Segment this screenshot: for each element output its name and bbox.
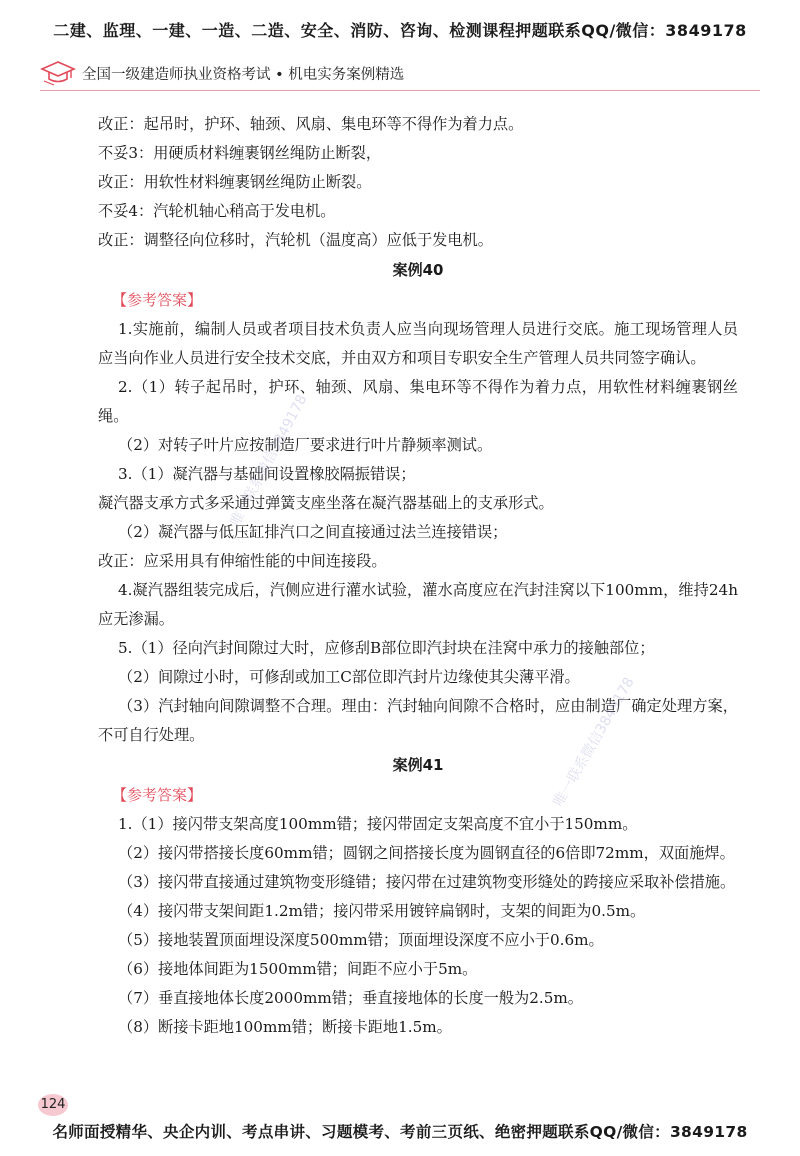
page-header xyxy=(40,58,760,88)
answer-paragraph: （2）间隙过小时，可修刮或加工C部位即汽封片边缘使其尖薄平滑。 xyxy=(118,668,580,686)
answer-paragraph: 3.（1）凝汽器与基础间设置橡胶隔振错误； xyxy=(118,465,416,483)
main-content xyxy=(98,110,738,1042)
text-line: 改正：调整径向位移时，汽轮机（温度高）应低于发电机。 xyxy=(98,231,493,249)
case-41-title: 案例41 xyxy=(392,756,444,774)
answer-paragraph: （6）接地体间距为1500mm错；间距不应小于5m。 xyxy=(118,960,478,978)
answer-paragraph: （8）断接卡距地100mm错；断接卡距地1.5m。 xyxy=(118,1018,452,1036)
answer-paragraph: 1.（1）接闪带支架高度100mm错；接闪带固定支架高度不宜小于150mm。 xyxy=(118,815,638,833)
answer-paragraph: 凝汽器支承方式多采通过弹簧支座坐落在凝汽器基础上的支承形式。 xyxy=(98,494,554,512)
watermark: 唯一联系微信3849178 xyxy=(550,674,638,810)
answer-paragraph: （3）汽封轴向间隙调整不合理。理由：汽封轴向间隙不合格时，应由制造厂确定处理方案，不可自行处理。 xyxy=(98,697,738,744)
answer-paragraph: （2）对转子叶片应按制造厂要求进行叶片静频率测试。 xyxy=(118,436,493,454)
answer-paragraph: 改正：应采用具有伸缩性能的中间连接段。 xyxy=(98,552,387,570)
header-rule xyxy=(40,90,760,91)
case-40-title: 案例40 xyxy=(392,261,444,279)
text-line: 改正：起吊时，护环、轴颈、风扇、集电环等不得作为着力点。 xyxy=(98,115,524,133)
answer-paragraph: （3）接闪带直接通过建筑物变形缝错；接闪带在过建筑物变形缝处的跨接应采取补偿措施。 xyxy=(118,873,736,891)
series-title: 全国一级建造师执业资格考试 • 机电实务案例精选 xyxy=(82,66,405,83)
answer-paragraph: （2）凝汽器与低压缸排汽口之间直接通过法兰连接错误； xyxy=(118,523,508,541)
answer-paragraph: 2.（1）转子起吊时，护环、轴颈、风扇、集电环等不得作为着力点，用软性材料缠裹钢丝绳。 xyxy=(98,378,738,425)
text-line: 不妥4：汽轮机轴心稍高于发电机。 xyxy=(98,202,336,220)
answer-paragraph: （4）接闪带支架间距1.2m错；接闪带采用镀锌扁钢时，支架的间距为0.5m。 xyxy=(118,902,646,920)
text-line: 改正：用软性材料缠裹钢丝绳防止断裂。 xyxy=(98,173,372,191)
text-line: 不妥3：用硬质材料缠裹钢丝绳防止断裂， xyxy=(98,144,382,162)
bottom-banner: 名师面授精华、央企内训、考点串讲、习题模考、考前三页纸、绝密押题联系QQ/微信：3849178 xyxy=(52,1123,748,1141)
answer-paragraph: 5.（1）径向汽封间隙过大时，应修刮B部位即汽封块在洼窝中承力的接触部位； xyxy=(118,639,655,657)
answer-paragraph: （7）垂直接地体长度2000mm错；垂直接地体的长度一般为2.5m。 xyxy=(118,989,583,1007)
watermark: 唯一联系微信3849178 xyxy=(227,392,311,529)
reference-answer-label: 【参考答案】 xyxy=(112,291,203,309)
graduation-cap-icon xyxy=(40,59,76,87)
answer-paragraph: 4.凝汽器组装完成后，汽侧应进行灌水试验，灌水高度应在汽封洼窝以下100mm，维持24h应无渗漏。 xyxy=(98,581,738,628)
reference-answer-label: 【参考答案】 xyxy=(112,786,203,804)
answer-paragraph: （5）接地装置顶面埋设深度500mm错；顶面埋设深度不应小于0.6m。 xyxy=(118,931,604,949)
top-banner: 二建、监理、一建、一造、二造、安全、消防、咨询、检测课程押题联系QQ/微信：3849178 xyxy=(53,21,747,40)
answer-paragraph: （2）接闪带搭接长度60mm错；圆钢之间搭接长度为圆钢直径的6倍即72mm，双面施焊。 xyxy=(118,844,735,862)
page-number: 124 xyxy=(38,1094,68,1116)
answer-paragraph: 1.实施前，编制人员或者项目技术负责人应当向现场管理人员进行交底。施工现场管理人员应当向作业人员进行安全技术交底，并由双方和项目专职安全生产管理人员共同签字确认。 xyxy=(98,320,738,367)
